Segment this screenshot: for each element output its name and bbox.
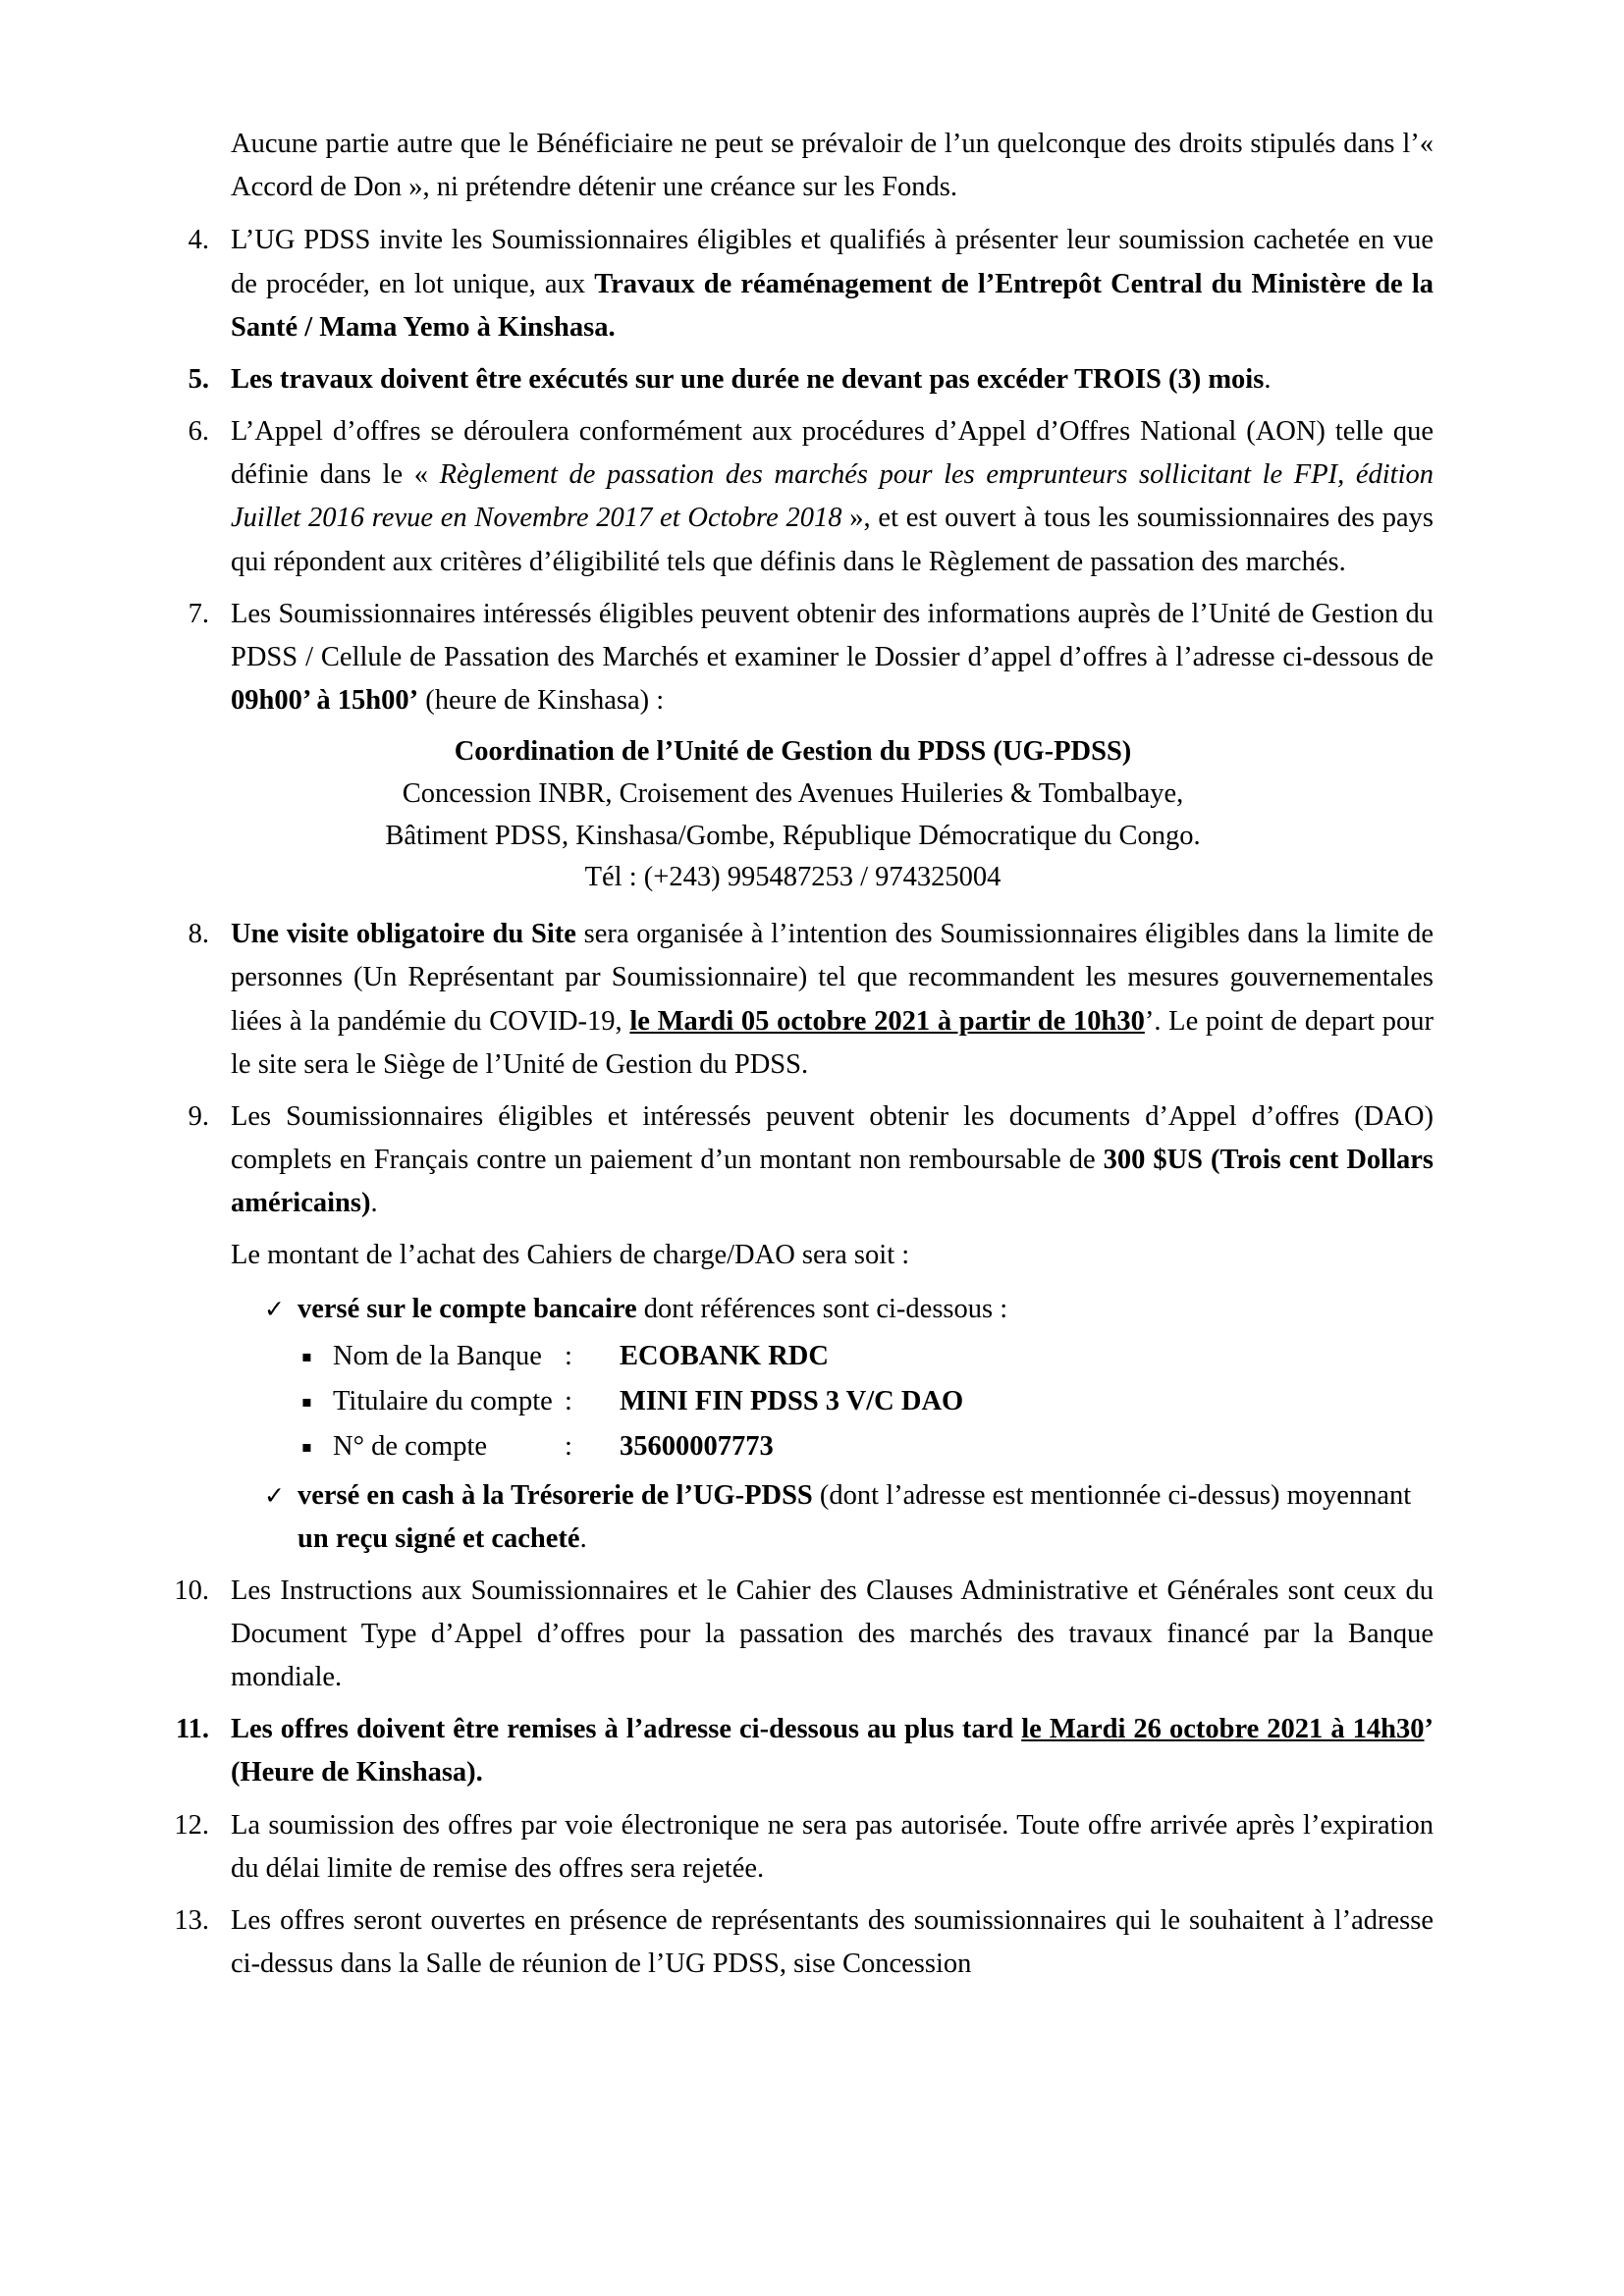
bank-detail-row xyxy=(152,1335,1434,1378)
list-item-12 xyxy=(152,1804,1434,1891)
list-item-text xyxy=(231,410,1434,584)
list-marker: 10. xyxy=(174,1575,209,1606)
bank-detail-label: Nom de la Banque xyxy=(333,1340,542,1371)
item4-part-normal: L’UG PDSS invite les Soumissionnaires éligibles et qualifiés à présenter leur soumission cachetée en vue de procéder, en lot unique, aux xyxy=(231,225,1434,299)
square-bullet-icon: ▪ xyxy=(301,1346,312,1365)
list-item-text: La soumission des offres par voie électronique ne sera pas autorisée. Toute offre arrivée après l’expiration du délai limite de remise des offres sera rejetée. xyxy=(231,1809,1434,1884)
item6-part-italic: Règlement de passation des marchés pour les emprunteurs sollicitant le FPI, édition Juillet 2016 revue en Novembre 2017 et Octobre 2018 xyxy=(231,459,1434,534)
bank-detail-row xyxy=(152,1380,1434,1423)
list-item-6 xyxy=(152,410,1434,584)
bank-details-list xyxy=(152,1335,1434,1469)
list-item-5 xyxy=(152,358,1434,401)
bank-detail-value: ECOBANK RDC xyxy=(620,1340,829,1371)
item11-lead: Les offres doivent être remises à l’adresse ci-dessous au plus tard xyxy=(231,1714,1022,1745)
item9-part-normal-2: . xyxy=(370,1188,378,1219)
list-item-4 xyxy=(152,219,1434,349)
address-phone: Tél : (+243) 995487253 / 974325004 xyxy=(584,862,1001,893)
payment-option-text xyxy=(298,1288,1434,1331)
bank-detail-label: Titulaire du compte xyxy=(333,1385,553,1416)
list-item-text xyxy=(231,1708,1434,1794)
check-icon: ✓ xyxy=(264,1294,285,1323)
list-marker: 9. xyxy=(188,1100,209,1132)
list-marker: 6. xyxy=(188,416,209,448)
list-marker: 5. xyxy=(188,363,209,395)
item7-part-bold-hours: 09h00’ à 15h00’ xyxy=(231,685,419,717)
square-bullet-icon: ▪ xyxy=(301,1437,312,1457)
check-icon: ✓ xyxy=(264,1481,285,1511)
list-marker: 12. xyxy=(174,1809,209,1841)
bank-detail-colon: : xyxy=(565,1385,572,1416)
square-bullet-icon: ▪ xyxy=(301,1391,312,1411)
list-marker: 11. xyxy=(175,1714,209,1745)
item5-part-normal: . xyxy=(1264,363,1272,395)
item5-part-bold: Les travaux doivent être exécutés sur une durée ne devant pas excéder TROIS (3) mois xyxy=(231,363,1265,395)
list-item-9 xyxy=(152,1095,1434,1226)
address-line-2: Bâtiment PDSS, Kinshasa/Gombe, République Démocratique du Congo. xyxy=(385,820,1201,851)
payment-option-bank-lead: versé sur le compte bancaire xyxy=(298,1293,637,1324)
payment-option-cash-tail: un reçu signé et cacheté xyxy=(298,1523,580,1555)
list-marker: 13. xyxy=(174,1904,209,1936)
list-item-10 xyxy=(152,1570,1434,1700)
payment-option-text xyxy=(298,1474,1434,1561)
list-item-text xyxy=(231,1095,1434,1226)
list-item-text xyxy=(231,913,1434,1087)
bank-detail-value: MINI FIN PDSS 3 V/C DAO xyxy=(620,1385,964,1416)
payment-option-cash xyxy=(152,1474,1434,1561)
intro-paragraph: Aucune partie autre que le Bénéficiaire ne peut se prévaloir de l’un quelconque des droits stipulés dans l’« Accord de Don », ni prétendre détenir une créance sur les Fonds. xyxy=(231,129,1434,203)
list-item-7 xyxy=(152,593,1434,723)
item8-part-normal-2: ’. Le point de depart pour le site sera le Siège de l’Unité de Gestion du PDSS. xyxy=(231,1005,1435,1080)
payment-option-bank xyxy=(152,1288,1434,1331)
item9-part-normal-1: Les Soumissionnaires éligibles et intéressés peuvent obtenir les documents d’Appel d’offres (DAO) complets en Français contre un paiement d’un montant non remboursable de xyxy=(231,1100,1434,1176)
item6-part-normal-2: », et est ouvert à tous les soumissionnaires des pays qui répondent aux critères d’éligibilité tels que définis dans le Règlement de passation des marchés. xyxy=(231,503,1434,577)
list-item-8 xyxy=(152,913,1434,1087)
item8-part-normal-1: sera organisée à l’intention des Soumissionnaires éligibles dans la limite de personnes (Un Représentant par Soumissionnaire) tel que recommandent les mesures gouvernementales liées à la pandémie du COVID-19, xyxy=(231,919,1434,1037)
bank-detail-colon: : xyxy=(565,1431,572,1463)
list-item-text: Les Instructions aux Soumissionnaires et le Cahier des Clauses Administrative et Générales sont ceux du Document Type d’Appel d’offres pour la passation des marchés des travaux financé par la Banque mondiale. xyxy=(231,1575,1434,1692)
item4-part-bold: Travaux de réaménagement de l’Entrepôt Central du Ministère de la Santé / Mama Yemo à Kinshasa. xyxy=(231,268,1434,343)
list-marker: 7. xyxy=(188,598,209,629)
item7-part-normal-2: (heure de Kinshasa) : xyxy=(418,685,665,717)
item7-part-normal-1: Les Soumissionnaires intéressés éligibles peuvent obtenir des informations auprès de l’Unité de Gestion du PDSS / Cellule de Passation des Marchés et examiner le Dossier d’appel d’offres à l’adresse ci-dessous de xyxy=(231,598,1434,672)
bank-detail-value: 35600007773 xyxy=(620,1431,774,1463)
list-marker: 4. xyxy=(188,225,209,256)
list-item-text xyxy=(231,593,1434,723)
payment-intro: Le montant de l’achat des Cahiers de charge/DAO sera soit : xyxy=(231,1240,910,1271)
payment-option-cash-end: . xyxy=(579,1523,587,1555)
list-item-text: Les offres seront ouvertes en présence de représentants des soumissionnaires qui le souhaitent à l’adresse ci-dessus dans la Salle de réunion de l’UG PDSS, sise Concession xyxy=(231,1904,1434,1980)
bank-detail-colon: : xyxy=(565,1340,572,1371)
list-item-text xyxy=(231,358,1434,401)
list-item-13 xyxy=(152,1899,1434,1986)
payment-option-cash-rest: (dont l’adresse est mentionnée ci-dessus) moyennant xyxy=(812,1480,1412,1512)
list-marker: 8. xyxy=(188,919,209,950)
item8-visit-date: le Mardi 05 octobre 2021 à partir de 10h30 xyxy=(629,1005,1145,1037)
address-heading: Coordination de l’Unité de Gestion du PDSS (UG-PDSS) xyxy=(454,736,1132,768)
address-line-1: Concession INBR, Croisement des Avenues Huileries & Tombalbaye, xyxy=(402,777,1184,809)
list-item-text xyxy=(231,219,1434,349)
list-item-11 xyxy=(152,1708,1434,1794)
document-body xyxy=(152,123,1434,1986)
item11-tail: ’ (Heure de Kinshasa). xyxy=(231,1714,1434,1789)
item6-part-normal-1: L’Appel d’offres se déroulera conformément aux procédures d’Appel d’Offres National (AON) telle que définie dans le « xyxy=(231,416,1434,491)
bank-detail-row xyxy=(152,1425,1434,1468)
item9-price: 300 $US (Trois cent Dollars américains) xyxy=(231,1145,1434,1219)
payment-options xyxy=(152,1288,1434,1562)
item8-part-bold-lead: Une visite obligatoire du Site xyxy=(231,919,576,950)
bank-detail-label: N° de compte xyxy=(333,1431,488,1463)
payment-option-cash-lead: versé en cash à la Trésorerie de l’UG-PDSS xyxy=(298,1480,813,1512)
address-block xyxy=(152,731,1434,899)
item11-deadline: le Mardi 26 octobre 2021 à 14h30 xyxy=(1021,1714,1425,1745)
payment-option-bank-rest: dont références sont ci-dessous : xyxy=(636,1293,1008,1324)
